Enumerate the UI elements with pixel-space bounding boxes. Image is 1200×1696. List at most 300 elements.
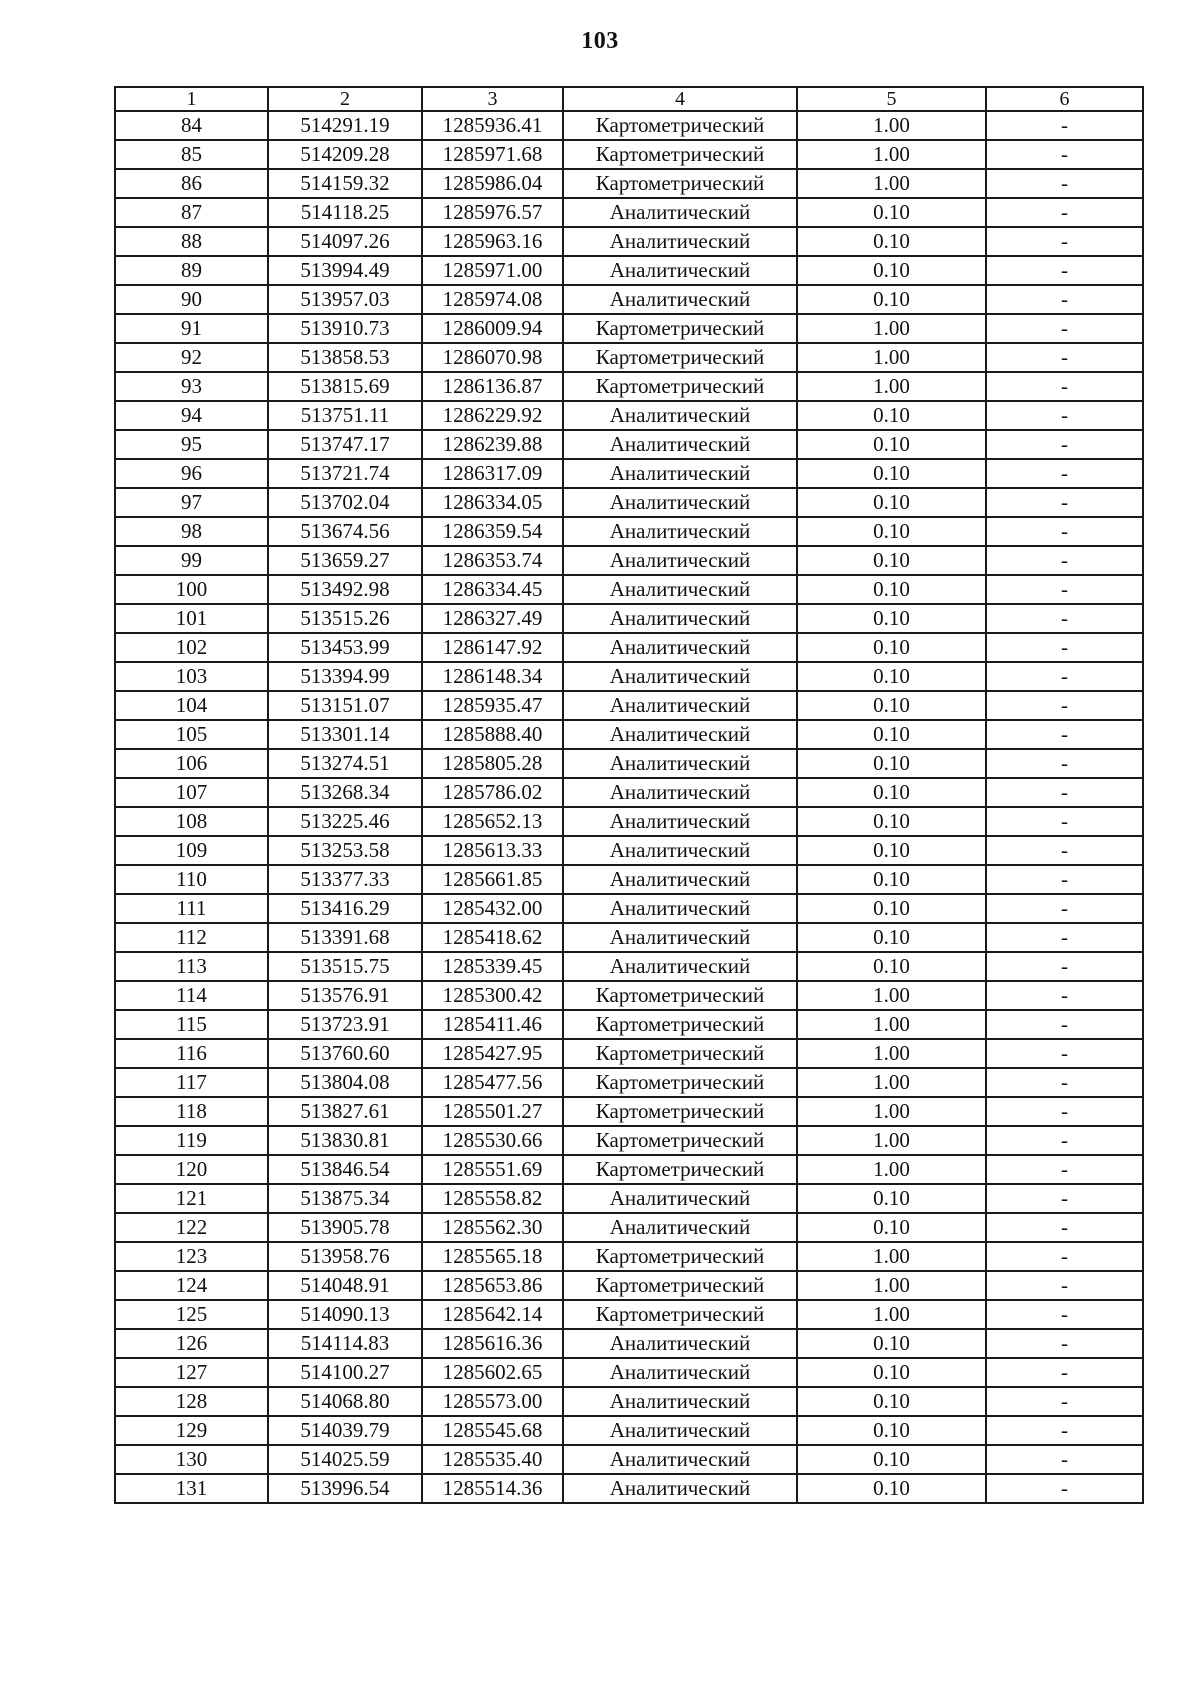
- table-row: [115, 836, 1143, 865]
- cell-point-number: 128: [115, 1387, 268, 1416]
- cell-note: -: [986, 633, 1143, 662]
- cell-accuracy: 1.00: [797, 1097, 986, 1126]
- cell-x-coordinate: 514090.13: [268, 1300, 422, 1329]
- table-row: [115, 430, 1143, 459]
- cell-point-number: 118: [115, 1097, 268, 1126]
- cell-point-number: 85: [115, 140, 268, 169]
- cell-point-number: 121: [115, 1184, 268, 1213]
- cell-note: -: [986, 604, 1143, 633]
- cell-point-number: 107: [115, 778, 268, 807]
- cell-note: -: [986, 459, 1143, 488]
- cell-accuracy: 0.10: [797, 807, 986, 836]
- cell-y-coordinate: 1286334.05: [422, 488, 563, 517]
- cell-method: Аналитический: [563, 952, 797, 981]
- cell-point-number: 89: [115, 256, 268, 285]
- cell-note: -: [986, 546, 1143, 575]
- cell-accuracy: 1.00: [797, 1155, 986, 1184]
- cell-note: -: [986, 430, 1143, 459]
- cell-point-number: 92: [115, 343, 268, 372]
- cell-x-coordinate: 514068.80: [268, 1387, 422, 1416]
- cell-x-coordinate: 514114.83: [268, 1329, 422, 1358]
- cell-x-coordinate: 513858.53: [268, 343, 422, 372]
- table-row: [115, 1068, 1143, 1097]
- cell-method: Картометрический: [563, 111, 797, 140]
- cell-accuracy: 0.10: [797, 488, 986, 517]
- cell-y-coordinate: 1285653.86: [422, 1271, 563, 1300]
- cell-method: Картометрический: [563, 343, 797, 372]
- cell-y-coordinate: 1285971.00: [422, 256, 563, 285]
- cell-point-number: 97: [115, 488, 268, 517]
- cell-y-coordinate: 1285974.08: [422, 285, 563, 314]
- cell-note: -: [986, 1184, 1143, 1213]
- cell-method: Аналитический: [563, 749, 797, 778]
- cell-note: -: [986, 807, 1143, 836]
- cell-note: -: [986, 1010, 1143, 1039]
- cell-point-number: 103: [115, 662, 268, 691]
- cell-y-coordinate: 1285427.95: [422, 1039, 563, 1068]
- cell-method: Аналитический: [563, 488, 797, 517]
- cell-y-coordinate: 1285888.40: [422, 720, 563, 749]
- cell-x-coordinate: 514159.32: [268, 169, 422, 198]
- cell-note: -: [986, 836, 1143, 865]
- table-row: [115, 1242, 1143, 1271]
- cell-point-number: 119: [115, 1126, 268, 1155]
- table-row: [115, 1416, 1143, 1445]
- cell-method: Картометрический: [563, 1155, 797, 1184]
- cell-point-number: 125: [115, 1300, 268, 1329]
- cell-x-coordinate: 513760.60: [268, 1039, 422, 1068]
- cell-y-coordinate: 1286334.45: [422, 575, 563, 604]
- cell-x-coordinate: 513815.69: [268, 372, 422, 401]
- cell-accuracy: 0.10: [797, 1329, 986, 1358]
- cell-method: Аналитический: [563, 1445, 797, 1474]
- column-header-5: 5: [797, 87, 986, 111]
- cell-point-number: 99: [115, 546, 268, 575]
- cell-x-coordinate: 513846.54: [268, 1155, 422, 1184]
- table-row: [115, 227, 1143, 256]
- table-row: [115, 1126, 1143, 1155]
- table-row: [115, 517, 1143, 546]
- cell-y-coordinate: 1285971.68: [422, 140, 563, 169]
- cell-accuracy: 1.00: [797, 1300, 986, 1329]
- table-row: [115, 1358, 1143, 1387]
- cell-note: -: [986, 1474, 1143, 1503]
- cell-accuracy: 0.10: [797, 691, 986, 720]
- cell-point-number: 131: [115, 1474, 268, 1503]
- cell-accuracy: 1.00: [797, 372, 986, 401]
- cell-x-coordinate: 514097.26: [268, 227, 422, 256]
- cell-accuracy: 0.10: [797, 575, 986, 604]
- cell-y-coordinate: 1286327.49: [422, 604, 563, 633]
- cell-y-coordinate: 1285418.62: [422, 923, 563, 952]
- cell-x-coordinate: 514118.25: [268, 198, 422, 227]
- cell-x-coordinate: 513151.07: [268, 691, 422, 720]
- cell-point-number: 100: [115, 575, 268, 604]
- cell-x-coordinate: 513996.54: [268, 1474, 422, 1503]
- cell-point-number: 101: [115, 604, 268, 633]
- cell-note: -: [986, 894, 1143, 923]
- cell-y-coordinate: 1285602.65: [422, 1358, 563, 1387]
- cell-point-number: 117: [115, 1068, 268, 1097]
- cell-accuracy: 1.00: [797, 343, 986, 372]
- cell-accuracy: 0.10: [797, 604, 986, 633]
- cell-accuracy: 0.10: [797, 662, 986, 691]
- cell-y-coordinate: 1285573.00: [422, 1387, 563, 1416]
- cell-accuracy: 0.10: [797, 778, 986, 807]
- cell-point-number: 109: [115, 836, 268, 865]
- cell-point-number: 114: [115, 981, 268, 1010]
- cell-method: Аналитический: [563, 836, 797, 865]
- cell-x-coordinate: 513905.78: [268, 1213, 422, 1242]
- cell-accuracy: 0.10: [797, 633, 986, 662]
- table-row: [115, 720, 1143, 749]
- cell-point-number: 94: [115, 401, 268, 430]
- table-row: [115, 1445, 1143, 1474]
- cell-note: -: [986, 1445, 1143, 1474]
- cell-y-coordinate: 1285339.45: [422, 952, 563, 981]
- cell-x-coordinate: 513659.27: [268, 546, 422, 575]
- cell-y-coordinate: 1285976.57: [422, 198, 563, 227]
- cell-y-coordinate: 1285558.82: [422, 1184, 563, 1213]
- table-body: [115, 111, 1143, 1503]
- cell-method: Аналитический: [563, 923, 797, 952]
- table-row: [115, 923, 1143, 952]
- table-row: [115, 894, 1143, 923]
- cell-x-coordinate: 513492.98: [268, 575, 422, 604]
- cell-x-coordinate: 513994.49: [268, 256, 422, 285]
- cell-y-coordinate: 1285786.02: [422, 778, 563, 807]
- table-row: [115, 1474, 1143, 1503]
- cell-method: Аналитический: [563, 546, 797, 575]
- cell-method: Аналитический: [563, 459, 797, 488]
- cell-point-number: 112: [115, 923, 268, 952]
- cell-point-number: 88: [115, 227, 268, 256]
- cell-point-number: 129: [115, 1416, 268, 1445]
- cell-accuracy: 1.00: [797, 1271, 986, 1300]
- cell-method: Картометрический: [563, 1010, 797, 1039]
- cell-method: Аналитический: [563, 1387, 797, 1416]
- cell-x-coordinate: 513515.75: [268, 952, 422, 981]
- column-header-2: 2: [268, 87, 422, 111]
- cell-accuracy: 0.10: [797, 1213, 986, 1242]
- cell-x-coordinate: 513674.56: [268, 517, 422, 546]
- cell-accuracy: 0.10: [797, 1358, 986, 1387]
- cell-note: -: [986, 140, 1143, 169]
- table-row: [115, 807, 1143, 836]
- cell-point-number: 123: [115, 1242, 268, 1271]
- cell-accuracy: 0.10: [797, 749, 986, 778]
- cell-accuracy: 1.00: [797, 1010, 986, 1039]
- cell-accuracy: 1.00: [797, 140, 986, 169]
- cell-note: -: [986, 1329, 1143, 1358]
- cell-y-coordinate: 1285652.13: [422, 807, 563, 836]
- cell-method: Аналитический: [563, 1213, 797, 1242]
- cell-note: -: [986, 1068, 1143, 1097]
- cell-accuracy: 0.10: [797, 546, 986, 575]
- cell-note: -: [986, 1155, 1143, 1184]
- cell-x-coordinate: 514291.19: [268, 111, 422, 140]
- cell-y-coordinate: 1286229.92: [422, 401, 563, 430]
- cell-method: Аналитический: [563, 227, 797, 256]
- cell-method: Картометрический: [563, 372, 797, 401]
- cell-point-number: 126: [115, 1329, 268, 1358]
- table-row: [115, 691, 1143, 720]
- table-row: [115, 604, 1143, 633]
- table-row: [115, 778, 1143, 807]
- cell-method: Аналитический: [563, 894, 797, 923]
- cell-method: Аналитический: [563, 807, 797, 836]
- cell-method: Аналитический: [563, 1184, 797, 1213]
- table-row: [115, 314, 1143, 343]
- cell-method: Картометрический: [563, 169, 797, 198]
- table-row: [115, 198, 1143, 227]
- cell-note: -: [986, 169, 1143, 198]
- table-row: [115, 1271, 1143, 1300]
- cell-x-coordinate: 513702.04: [268, 488, 422, 517]
- cell-accuracy: 1.00: [797, 169, 986, 198]
- cell-method: Аналитический: [563, 517, 797, 546]
- cell-note: -: [986, 952, 1143, 981]
- table-row: [115, 111, 1143, 140]
- cell-y-coordinate: 1285432.00: [422, 894, 563, 923]
- cell-accuracy: 0.10: [797, 865, 986, 894]
- cell-method: Картометрический: [563, 1039, 797, 1068]
- cell-y-coordinate: 1285661.85: [422, 865, 563, 894]
- cell-x-coordinate: 514209.28: [268, 140, 422, 169]
- cell-method: Аналитический: [563, 401, 797, 430]
- cell-point-number: 113: [115, 952, 268, 981]
- cell-y-coordinate: 1285642.14: [422, 1300, 563, 1329]
- cell-y-coordinate: 1285514.36: [422, 1474, 563, 1503]
- cell-y-coordinate: 1285300.42: [422, 981, 563, 1010]
- cell-accuracy: 1.00: [797, 981, 986, 1010]
- table-row: [115, 575, 1143, 604]
- table-row: [115, 546, 1143, 575]
- cell-method: Картометрический: [563, 1068, 797, 1097]
- cell-y-coordinate: 1285616.36: [422, 1329, 563, 1358]
- cell-note: -: [986, 720, 1143, 749]
- table-row: [115, 865, 1143, 894]
- cell-x-coordinate: 513453.99: [268, 633, 422, 662]
- cell-x-coordinate: 513416.29: [268, 894, 422, 923]
- cell-accuracy: 1.00: [797, 1068, 986, 1097]
- cell-method: Аналитический: [563, 256, 797, 285]
- cell-y-coordinate: 1285535.40: [422, 1445, 563, 1474]
- table-row: [115, 1010, 1143, 1039]
- cell-accuracy: 0.10: [797, 256, 986, 285]
- cell-x-coordinate: 513721.74: [268, 459, 422, 488]
- table-row: [115, 140, 1143, 169]
- cell-method: Картометрический: [563, 1242, 797, 1271]
- table-row: [115, 1184, 1143, 1213]
- cell-y-coordinate: 1285530.66: [422, 1126, 563, 1155]
- coordinates-table: [114, 86, 1144, 1504]
- cell-accuracy: 0.10: [797, 517, 986, 546]
- cell-accuracy: 1.00: [797, 111, 986, 140]
- cell-note: -: [986, 1039, 1143, 1068]
- cell-x-coordinate: 513830.81: [268, 1126, 422, 1155]
- table-row: [115, 1387, 1143, 1416]
- cell-point-number: 93: [115, 372, 268, 401]
- cell-accuracy: 1.00: [797, 1039, 986, 1068]
- cell-y-coordinate: 1285613.33: [422, 836, 563, 865]
- page-number: 103: [581, 28, 619, 54]
- cell-y-coordinate: 1285986.04: [422, 169, 563, 198]
- cell-method: Картометрический: [563, 314, 797, 343]
- cell-point-number: 127: [115, 1358, 268, 1387]
- cell-method: Аналитический: [563, 691, 797, 720]
- cell-accuracy: 1.00: [797, 314, 986, 343]
- cell-x-coordinate: 513875.34: [268, 1184, 422, 1213]
- cell-y-coordinate: 1286359.54: [422, 517, 563, 546]
- table-row: [115, 1039, 1143, 1068]
- table-row: [115, 488, 1143, 517]
- cell-x-coordinate: 513910.73: [268, 314, 422, 343]
- cell-y-coordinate: 1285562.30: [422, 1213, 563, 1242]
- cell-method: Аналитический: [563, 778, 797, 807]
- cell-accuracy: 1.00: [797, 1126, 986, 1155]
- cell-accuracy: 0.10: [797, 401, 986, 430]
- cell-note: -: [986, 1416, 1143, 1445]
- cell-method: Картометрический: [563, 1126, 797, 1155]
- cell-point-number: 120: [115, 1155, 268, 1184]
- cell-note: -: [986, 575, 1143, 604]
- table-row: [115, 1329, 1143, 1358]
- cell-note: -: [986, 1213, 1143, 1242]
- cell-accuracy: 0.10: [797, 894, 986, 923]
- cell-method: Картометрический: [563, 1271, 797, 1300]
- cell-x-coordinate: 513576.91: [268, 981, 422, 1010]
- cell-note: -: [986, 923, 1143, 952]
- cell-x-coordinate: 513804.08: [268, 1068, 422, 1097]
- cell-y-coordinate: 1285477.56: [422, 1068, 563, 1097]
- cell-note: -: [986, 1271, 1143, 1300]
- cell-note: -: [986, 372, 1143, 401]
- table-row: [115, 981, 1143, 1010]
- cell-x-coordinate: 513377.33: [268, 865, 422, 894]
- cell-note: -: [986, 488, 1143, 517]
- cell-point-number: 108: [115, 807, 268, 836]
- cell-point-number: 91: [115, 314, 268, 343]
- table-row: [115, 401, 1143, 430]
- column-header-3: 3: [422, 87, 563, 111]
- cell-x-coordinate: 513515.26: [268, 604, 422, 633]
- cell-accuracy: 0.10: [797, 1474, 986, 1503]
- cell-accuracy: 0.10: [797, 198, 986, 227]
- cell-point-number: 96: [115, 459, 268, 488]
- table-row: [115, 1300, 1143, 1329]
- cell-method: Аналитический: [563, 575, 797, 604]
- cell-method: Аналитический: [563, 720, 797, 749]
- cell-y-coordinate: 1285411.46: [422, 1010, 563, 1039]
- cell-method: Картометрический: [563, 1097, 797, 1126]
- cell-y-coordinate: 1286317.09: [422, 459, 563, 488]
- cell-y-coordinate: 1285963.16: [422, 227, 563, 256]
- cell-accuracy: 0.10: [797, 1445, 986, 1474]
- cell-method: Аналитический: [563, 1416, 797, 1445]
- cell-method: Картометрический: [563, 1300, 797, 1329]
- table-row: [115, 1213, 1143, 1242]
- cell-y-coordinate: 1285565.18: [422, 1242, 563, 1271]
- cell-accuracy: 1.00: [797, 1242, 986, 1271]
- cell-x-coordinate: 513225.46: [268, 807, 422, 836]
- cell-x-coordinate: 514100.27: [268, 1358, 422, 1387]
- cell-y-coordinate: 1285805.28: [422, 749, 563, 778]
- cell-point-number: 95: [115, 430, 268, 459]
- cell-x-coordinate: 513827.61: [268, 1097, 422, 1126]
- cell-note: -: [986, 198, 1143, 227]
- cell-point-number: 130: [115, 1445, 268, 1474]
- table-row: [115, 169, 1143, 198]
- cell-method: Аналитический: [563, 633, 797, 662]
- cell-note: -: [986, 314, 1143, 343]
- cell-accuracy: 0.10: [797, 720, 986, 749]
- cell-y-coordinate: 1285551.69: [422, 1155, 563, 1184]
- cell-point-number: 90: [115, 285, 268, 314]
- cell-point-number: 87: [115, 198, 268, 227]
- cell-y-coordinate: 1285545.68: [422, 1416, 563, 1445]
- cell-note: -: [986, 662, 1143, 691]
- cell-x-coordinate: 513723.91: [268, 1010, 422, 1039]
- cell-method: Аналитический: [563, 198, 797, 227]
- cell-x-coordinate: 513394.99: [268, 662, 422, 691]
- cell-note: -: [986, 111, 1143, 140]
- cell-x-coordinate: 513747.17: [268, 430, 422, 459]
- table-row: [115, 1097, 1143, 1126]
- cell-method: Аналитический: [563, 285, 797, 314]
- table-row: [115, 749, 1143, 778]
- cell-method: Аналитический: [563, 1474, 797, 1503]
- cell-y-coordinate: 1286070.98: [422, 343, 563, 372]
- cell-method: Аналитический: [563, 662, 797, 691]
- cell-note: -: [986, 401, 1143, 430]
- cell-point-number: 105: [115, 720, 268, 749]
- table-row: [115, 662, 1143, 691]
- cell-note: -: [986, 1097, 1143, 1126]
- cell-x-coordinate: 514025.59: [268, 1445, 422, 1474]
- cell-note: -: [986, 1358, 1143, 1387]
- cell-x-coordinate: 513301.14: [268, 720, 422, 749]
- cell-x-coordinate: 514039.79: [268, 1416, 422, 1445]
- cell-x-coordinate: 513274.51: [268, 749, 422, 778]
- cell-accuracy: 0.10: [797, 1184, 986, 1213]
- cell-point-number: 86: [115, 169, 268, 198]
- table-row: [115, 633, 1143, 662]
- cell-x-coordinate: 514048.91: [268, 1271, 422, 1300]
- cell-accuracy: 0.10: [797, 923, 986, 952]
- cell-point-number: 102: [115, 633, 268, 662]
- cell-method: Картометрический: [563, 140, 797, 169]
- cell-x-coordinate: 513957.03: [268, 285, 422, 314]
- cell-accuracy: 0.10: [797, 430, 986, 459]
- table-row: [115, 1155, 1143, 1184]
- column-header-6: 6: [986, 87, 1143, 111]
- table-header: [115, 87, 1143, 111]
- cell-note: -: [986, 227, 1143, 256]
- cell-y-coordinate: 1286009.94: [422, 314, 563, 343]
- cell-note: -: [986, 1242, 1143, 1271]
- cell-note: -: [986, 256, 1143, 285]
- cell-note: -: [986, 517, 1143, 546]
- table-row: [115, 256, 1143, 285]
- cell-accuracy: 0.10: [797, 227, 986, 256]
- cell-point-number: 84: [115, 111, 268, 140]
- cell-method: Аналитический: [563, 865, 797, 894]
- table-row: [115, 459, 1143, 488]
- cell-point-number: 104: [115, 691, 268, 720]
- table-row: [115, 372, 1143, 401]
- cell-point-number: 116: [115, 1039, 268, 1068]
